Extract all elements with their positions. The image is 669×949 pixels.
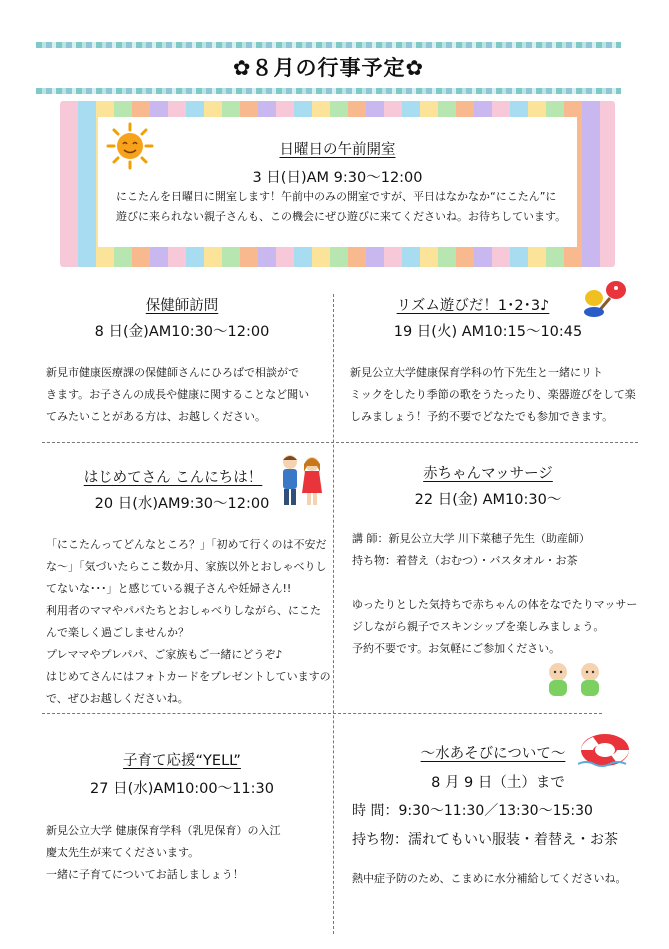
event-heading: はじめてさん こんにちは！ <box>83 470 263 486</box>
event-time: 8 月 9 日（土）まで <box>431 775 565 791</box>
event-heading: リズム遊びだ！1･2･3♪ <box>396 298 550 314</box>
swim-ring-icon <box>578 730 632 770</box>
event-time: 8 日(金)AM10:30～12:00 <box>94 324 270 340</box>
event-heading: 子育て応援“YELL” <box>123 753 241 769</box>
event-note: 熱中症予防のため、こまめに水分補給してくださいね。 <box>352 872 627 885</box>
sunday-time: 3 日(日)AM 9:30～12:00 <box>252 170 423 186</box>
event-hours: 時 間：9:30～11:30／13:30～15:30 <box>352 803 593 819</box>
row-divider-2 <box>42 713 602 714</box>
page-title: ✿８月の行事予定✿ <box>232 56 425 80</box>
event-text: 新見市健康医療課の保健師さんにひろばで相談がで きます。お子さんの成長や健康に関することなど聞い てみたいことがある方は、お越しください。 <box>46 366 310 423</box>
row-divider-1 <box>42 442 638 443</box>
event-time: 20 日(水)AM9:30～12:00 <box>94 496 270 512</box>
sunday-heading: 日曜日の午前開室 <box>279 142 396 158</box>
event-items: 持ち物：濡れてもいい服装・着替え・お茶 <box>352 832 618 848</box>
sunday-text-1: にこたんを日曜日に開室します！午前中のみの開室ですが、平日はなかなか“にこたん”に <box>116 190 557 203</box>
column-divider <box>333 294 334 934</box>
event-time: 27 日(水)AM10:00～11:30 <box>90 781 274 797</box>
event-text: 新見公立大学 健康保育学科（乳児保育）の入江 慶太先生が来てくださいます。 一緒に子育てについてお話しましょう！ <box>46 824 281 881</box>
event-text: 講 師：新見公立大学 川下菜穂子先生（助産師） 持ち物：着替え（おむつ）・バスタオル・お茶 ゆったりとした気持ちで赤ちゃんの体をなでたりマッサー ジしながら親子でスキンシップを楽しみましょう。 予約不要です。お気軽にご参加ください。 <box>352 532 638 655</box>
header-stripe-bottom <box>36 88 621 94</box>
babies-icon <box>544 660 608 700</box>
event-time: 19 日(火) AM10:15～10:45 <box>393 324 583 340</box>
maracas-icon <box>580 276 632 320</box>
event-text: 新見公立大学健康保育学科の竹下先生と一緒にリト ミックをしたり季節の歌をうたったり、楽器遊びをして楽 しみましょう！予約不要でどなたでも参加できます。 <box>350 366 636 423</box>
sunday-text-2: 遊びに来られない親子さんも、この機会にぜひ遊びに来てくださいね。お待ちしています。 <box>116 210 567 223</box>
event-heading: 赤ちゃんマッサージ <box>423 466 553 482</box>
event-heading: ～水あそびについて～ <box>420 746 566 762</box>
event-time: 22 日(金) AM10:30～ <box>414 492 562 508</box>
event-heading: 保健師訪問 <box>145 298 219 314</box>
header-stripe-top <box>36 42 621 48</box>
event-text: 「にこたんってどんなところ？」「初めて行くのは不安だ な～」「気づいたらここ数か月、家族以外とおしゃべりし てないな･･･」と感じている親子さんや妊婦さん!! 利用者のママやパパたちとおしゃべりしながら、にこた んで楽しく過ごしませんか？ プレママやプレパパ、ご家族もご一緒にどうぞ♪ はじめてさんにはフォトカードをプレゼントしていますの で、ぜひお越しくださいね。 <box>46 538 331 705</box>
